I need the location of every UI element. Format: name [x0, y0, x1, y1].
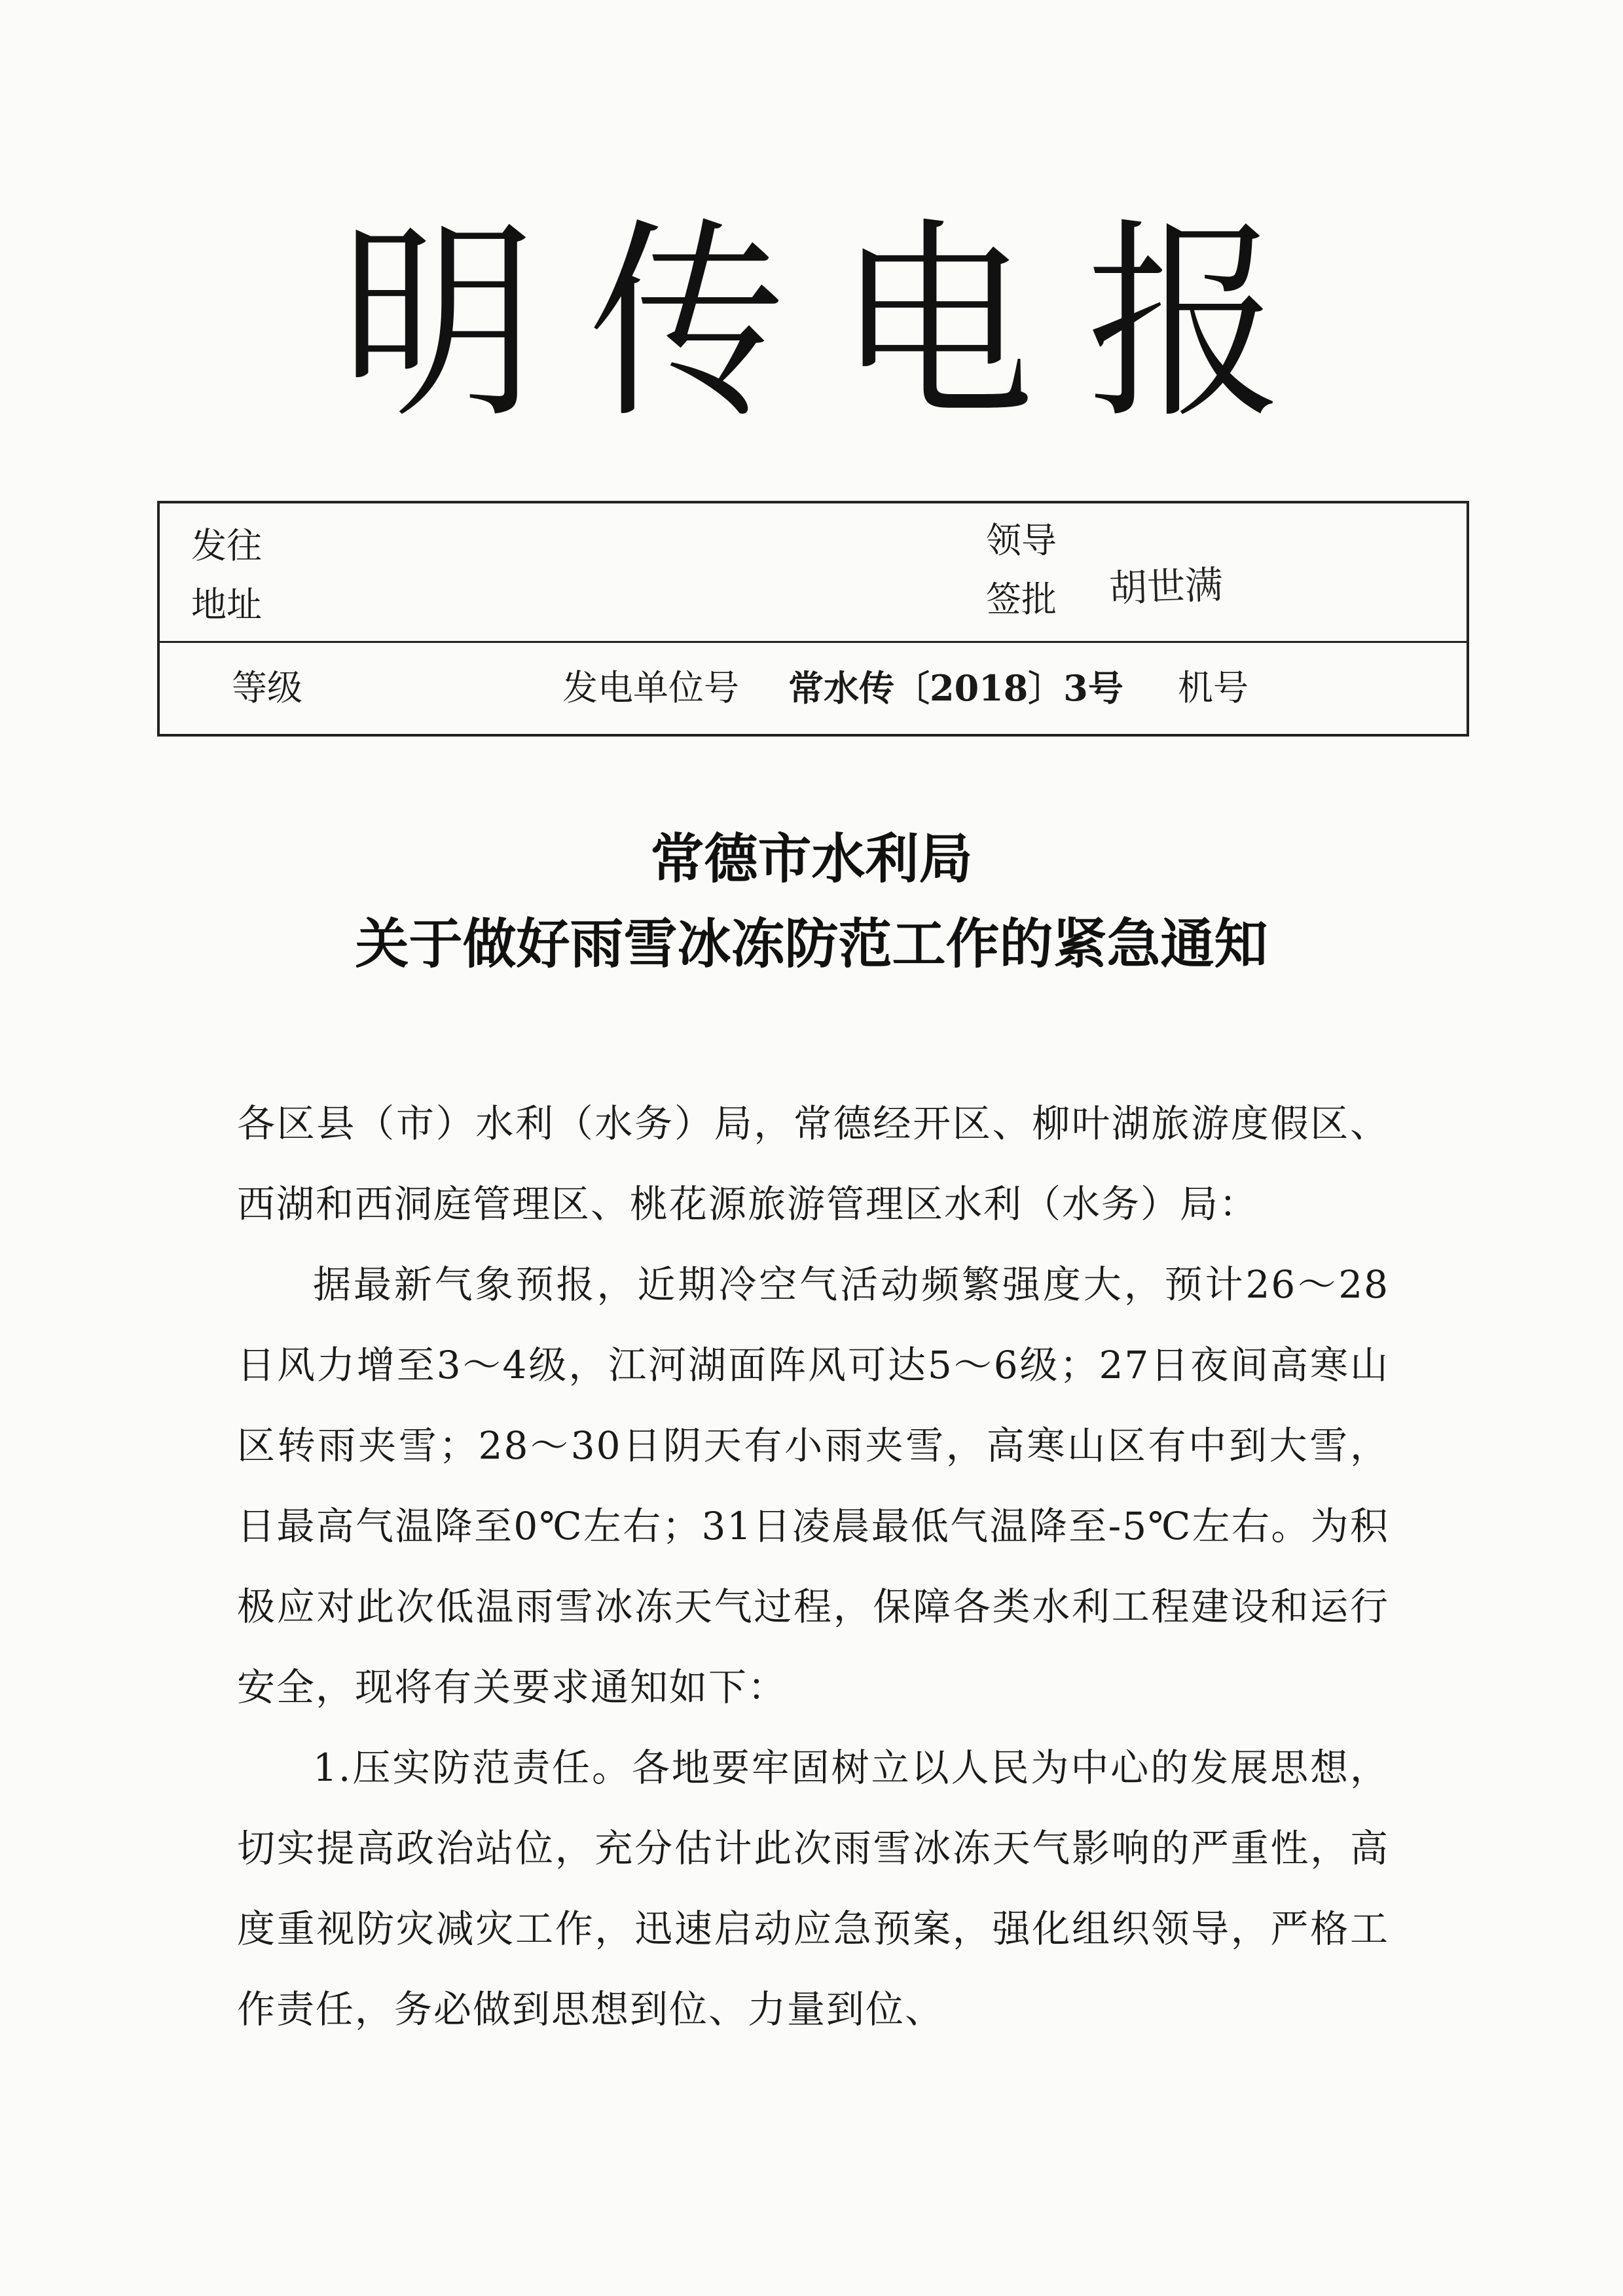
document-title-line-1: 常德市水利局	[650, 828, 973, 890]
unit-number-label: 发电单位号	[562, 667, 739, 708]
document-title-line-2: 关于做好雨雪冰冻防范工作的紧急通知	[355, 913, 1268, 975]
leader-label-2: 签批	[986, 579, 1057, 620]
body-paragraph: 1.压实防范责任。各地要牢固树立以人民为中心的发展思想，切实提高政治站位，充分估计此次雨雪冰冻天气影响的严重性，高度重视防灾减灾工作，迅速启动应急预案，强化组织领导，严格工作责任，务必做到思想到位、力量到位、	[237, 1745, 1389, 2032]
leader-label-1: 领导	[986, 520, 1057, 561]
leader-signature: 胡世满	[1108, 562, 1224, 611]
header-divider	[160, 641, 1467, 643]
document-body	[237, 1084, 1389, 2050]
level-label: 等级	[232, 667, 302, 708]
body-paragraph: 据最新气象预报，近期冷空气活动频繁强度大，预计26～28日风力增至3～4级，江河湖面阵风可达5～6级；27日夜间高寒山区转雨夹雪；28～30日阴天有小雨夹雪，高寒山区有中到大雪，日最高气温降至0℃左右；31日凌晨最低气温降至-5℃左右。为积极应对此次低温雨雪冰冻天气过程，保障各类水利工程建设和运行安全，现将有关要求通知如下：	[237, 1262, 1389, 1709]
salutation: 各区县（市）水利（水务）局，常德经开区、柳叶湖旅游度假区、西湖和西洞庭管理区、桃花源旅游管理区水利（水务）局：	[237, 1101, 1389, 1226]
telegram-header-table	[157, 501, 1469, 737]
masthead-title: 明传电报	[340, 200, 1336, 447]
send-to-label-1: 发往	[191, 525, 262, 566]
unit-number-value: 常水传〔2018〕3号	[788, 667, 1123, 709]
send-to-label-2: 地址	[191, 584, 262, 625]
machine-number-label: 机号	[1178, 667, 1249, 708]
